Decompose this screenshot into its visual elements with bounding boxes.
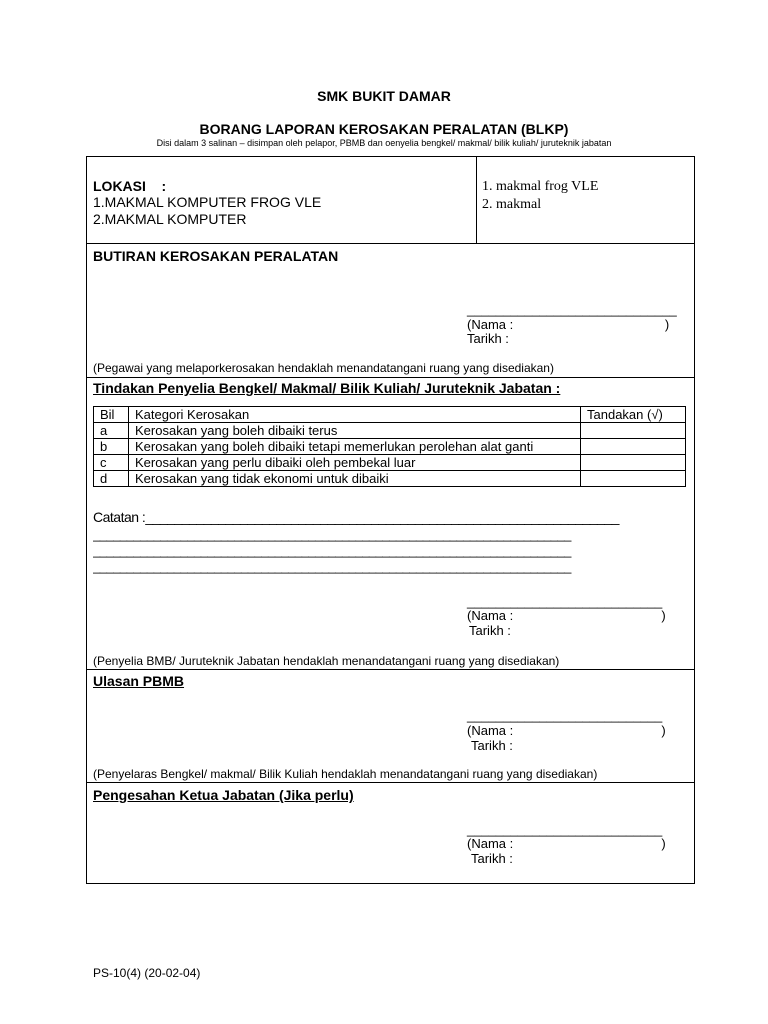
ulasan-heading: Ulasan PBMB [93,673,185,689]
ulasan-signature-line[interactable]: ___________________________ [467,708,663,723]
catatan-field[interactable]: Catatan :_________________________________________________________________ [93,509,619,525]
butiran-tarikh: Tarikh : [467,331,509,346]
divider-ulasan [86,782,695,783]
divider-butiran [86,377,695,378]
table-header-row [94,407,686,423]
row-bil: a [94,423,129,439]
pengesahan-signature-line[interactable]: ___________________________ [467,822,663,837]
row-tandakan-cell[interactable] [581,439,686,455]
row-bil: d [94,471,129,487]
lokasi-label: LOKASI : [93,178,167,194]
catatan-line-3[interactable]: _______________________________________________________________________ [93,543,571,558]
divider-tindakan [86,669,695,670]
divider-lokasi [86,243,695,244]
lokasi-line-1: 1.MAKMAL KOMPUTER FROG VLE [93,194,322,210]
row-kategori: Kerosakan yang tidak ekonomi untuk dibaiki [129,471,581,487]
lokasi-right-1: 1. makmal frog VLE [482,179,599,194]
tindakan-nama: (Nama : ) [467,608,666,623]
pengesahan-nama: (Nama : ) [467,836,666,851]
row-kategori: Kerosakan yang boleh dibaiki terus [129,423,581,439]
row-tandakan-cell[interactable] [581,423,686,439]
ulasan-tarikh: Tarikh : [471,738,513,753]
tindakan-heading: Tindakan Penyelia Bengkel/ Makmal/ Bilik Kuliah/ Juruteknik Jabatan : [93,380,561,396]
lokasi-right-2: 2. makmal [482,197,542,212]
tindakan-tarikh: Tarikh : [469,623,511,638]
catatan-line-2[interactable]: _______________________________________________________________________ [93,527,571,542]
header-tandakan: Tandakan (√) [581,407,686,423]
butiran-note: (Pegawai yang melaporkerosakan hendaklah menandatangani ruang yang disediakan) [93,361,554,375]
butiran-heading: BUTIRAN KEROSAKAN PERALATAN [93,248,339,264]
butiran-signature-line[interactable]: _____________________________ [467,302,677,317]
kategori-table [93,406,686,487]
row-bil: b [94,439,129,455]
school-name: SMK BUKIT DAMAR [317,88,451,104]
form-code: PS-10(4) (20-02-04) [93,966,201,980]
butiran-nama: (Nama : ) [467,317,670,332]
catatan-line-4[interactable]: _______________________________________________________________________ [93,559,571,574]
row-bil: c [94,455,129,471]
row-kategori: Kerosakan yang perlu dibaiki oleh pembekal luar [129,455,581,471]
header-kategori: Kategori Kerosakan [129,407,581,423]
table-row [94,455,686,471]
ulasan-note: (Penyelaras Bengkel/ makmal/ Bilik Kuliah hendaklah menandatangani ruang yang disediakan) [93,767,598,781]
row-kategori: Kerosakan yang boleh dibaiki tetapi memerlukan perolehan alat ganti [129,439,581,455]
table-row [94,471,686,487]
lokasi-line-2: 2.MAKMAL KOMPUTER [93,211,247,227]
header-bil: Bil [94,407,129,423]
form-title: BORANG LAPORAN KEROSAKAN PERALATAN (BLKP) [199,121,569,137]
table-row [94,439,686,455]
pengesahan-tarikh: Tarikh : [471,851,513,866]
pengesahan-heading: Pengesahan Ketua Jabatan (Jika perlu) [93,787,354,803]
row-tandakan-cell[interactable] [581,455,686,471]
row-tandakan-cell[interactable] [581,471,686,487]
tindakan-signature-line[interactable]: ___________________________ [467,594,663,609]
table-row [94,423,686,439]
form-instruction: Disi dalam 3 salinan – disimpan oleh pelapor, PBMB dan oenyelia bengkel/ makmal/ bilik kuliah/ juruteknik jabatan [156,138,612,148]
divider-lokasi-vertical [476,156,477,244]
tindakan-note: (Penyelia BMB/ Juruteknik Jabatan hendaklah menandatangani ruang yang disediakan) [93,654,560,668]
ulasan-nama: (Nama : ) [467,723,666,738]
